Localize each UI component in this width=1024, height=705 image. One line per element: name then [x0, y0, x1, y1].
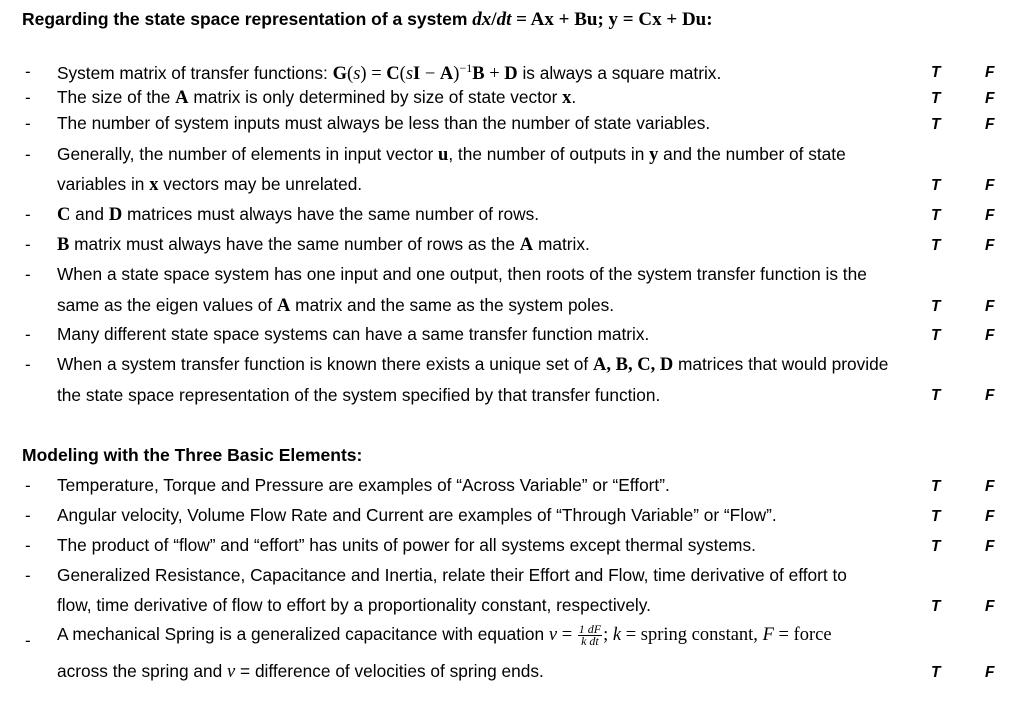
- statement-unique-abcd-line2: the state space representation of the system specified by that transfer function.: [57, 385, 661, 405]
- statement-spring-line1: A mechanical Spring is a generalized capacitance with equation v = $\frac{1 dF}{\text{k dt}}$ ; k = spring constant, F = force: [57, 622, 832, 648]
- list-dash: -: [25, 536, 31, 555]
- statement-transfer-matrix: System matrix of transfer functions: G(s) = C(sI − A)$^{-1}$B + D is always a square matrix.: [57, 61, 722, 84]
- list-dash: -: [25, 265, 31, 284]
- list-dash: -: [25, 506, 31, 525]
- false-option[interactable]: F: [985, 387, 995, 404]
- false-option[interactable]: F: [985, 116, 995, 133]
- statement-power-product: The product of “flow” and “effort” has units of power for all systems except thermal systems.: [57, 535, 756, 555]
- statement-vector-sizes-line1: Generally, the number of elements in input vector u, the number of outputs in y and the number of state: [57, 144, 846, 165]
- statement-siso-poles-line2: same as the eigen values of A matrix and the same as the system poles.: [57, 295, 615, 316]
- statement-inputs-vs-states: The number of system inputs must always be less than the number of state variables.: [57, 113, 711, 133]
- statement-same-transfer-function: Many different state space systems can have a same transfer function matrix.: [57, 324, 650, 344]
- true-option[interactable]: T: [931, 237, 941, 254]
- true-option[interactable]: T: [931, 538, 941, 555]
- statement-across-variable: Temperature, Torque and Pressure are examples of “Across Variable” or “Effort”.: [57, 475, 670, 495]
- statement-generalized-elements-line2: flow, time derivative of flow to effort by a proportionality constant, respectively.: [57, 595, 651, 615]
- statement-unique-abcd-line1: When a system transfer function is known there exists a unique set of A, B, C, D matrices that would provide: [57, 354, 889, 375]
- true-option[interactable]: T: [931, 478, 941, 495]
- false-option[interactable]: F: [985, 327, 995, 344]
- true-option[interactable]: T: [931, 90, 941, 107]
- list-dash: -: [25, 566, 31, 585]
- statement-generalized-elements-line1: Generalized Resistance, Capacitance and Inertia, relate their Effort and Flow, time derivative of effort to: [57, 565, 847, 585]
- list-dash: -: [25, 476, 31, 495]
- list-dash: -: [25, 355, 31, 374]
- list-dash: -: [25, 631, 31, 650]
- list-dash: -: [25, 205, 31, 224]
- true-option[interactable]: T: [931, 298, 941, 315]
- true-option[interactable]: T: [931, 327, 941, 344]
- section-1-title: Regarding the state space representation of a system dx/dt = Ax + Bu; y = Cx + Du:: [22, 9, 713, 30]
- false-option[interactable]: F: [985, 298, 995, 315]
- true-option[interactable]: T: [931, 508, 941, 525]
- spring-equation-fraction: $\frac{1 dF}{\text{k dt}}$: [578, 622, 602, 648]
- statement-siso-poles-line1: When a state space system has one input and one output, then roots of the system transfer function is the: [57, 264, 867, 284]
- statement-through-variable: Angular velocity, Volume Flow Rate and Current are examples of “Through Variable” or “Flow”.: [57, 505, 777, 525]
- true-option[interactable]: T: [931, 664, 941, 681]
- false-option[interactable]: F: [985, 664, 995, 681]
- false-option[interactable]: F: [985, 598, 995, 615]
- false-option[interactable]: F: [985, 90, 995, 107]
- statement-b-a-rows: B matrix must always have the same number of rows as the A matrix.: [57, 234, 590, 255]
- list-dash: -: [25, 145, 31, 164]
- false-option[interactable]: F: [985, 478, 995, 495]
- false-option[interactable]: F: [985, 508, 995, 525]
- false-option[interactable]: F: [985, 538, 995, 555]
- statement-spring-line2: across the spring and v = difference of velocities of spring ends.: [57, 661, 544, 682]
- statement-a-matrix-size: The size of the A matrix is only determined by size of state vector x.: [57, 87, 577, 108]
- true-option[interactable]: T: [931, 64, 941, 81]
- false-option[interactable]: F: [985, 64, 995, 81]
- list-dash: -: [25, 62, 31, 81]
- true-option[interactable]: T: [931, 598, 941, 615]
- statement-vector-sizes-line2: variables in x vectors may be unrelated.: [57, 174, 363, 195]
- false-option[interactable]: F: [985, 177, 995, 194]
- list-dash: -: [25, 114, 31, 133]
- section-2-title: Modeling with the Three Basic Elements:: [22, 445, 363, 465]
- true-option[interactable]: T: [931, 387, 941, 404]
- statement-c-d-rows: C and D matrices must always have the same number of rows.: [57, 204, 540, 225]
- true-option[interactable]: T: [931, 207, 941, 224]
- title-equation: dx/dt = Ax + Bu; y = Cx + Du:: [472, 9, 713, 30]
- true-option[interactable]: T: [931, 116, 941, 133]
- false-option[interactable]: F: [985, 207, 995, 224]
- list-dash: -: [25, 235, 31, 254]
- list-dash: -: [25, 325, 31, 344]
- true-option[interactable]: T: [931, 177, 941, 194]
- list-dash: -: [25, 88, 31, 107]
- false-option[interactable]: F: [985, 237, 995, 254]
